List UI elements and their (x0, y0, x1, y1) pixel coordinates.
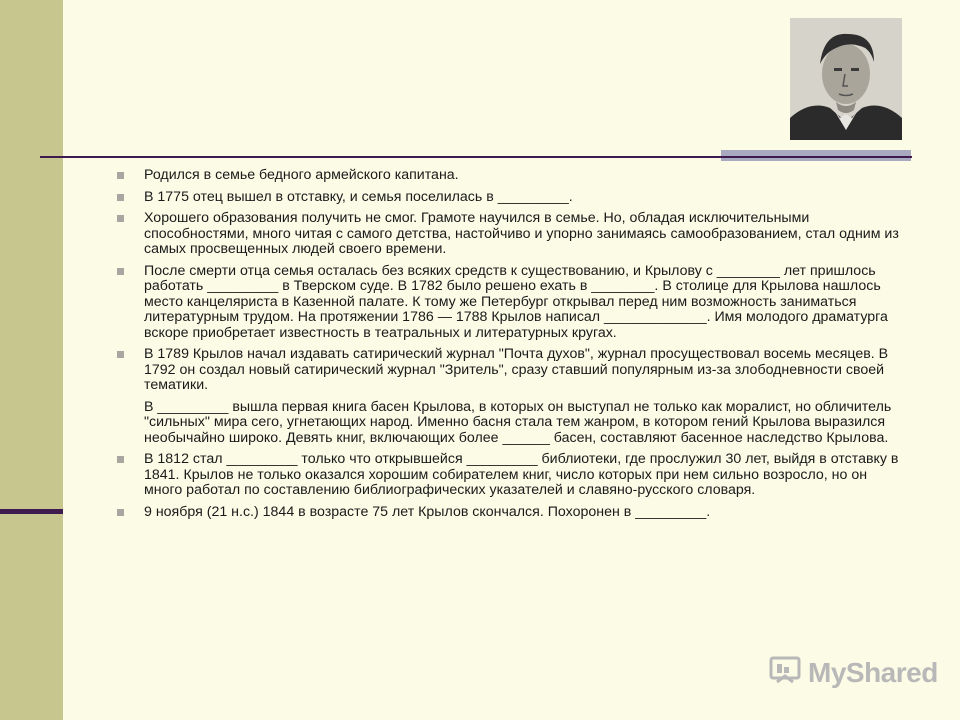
watermark-logo (768, 655, 938, 691)
bullet-item: После смерти отца семья осталась без всяких средств к существованию, и Крылову с ________ лет пришлось работать _________ в Тверском суде. В 1782 было решено ехать в ________. В столице для Крылова нашлось место канцеляриста в Казенной палате. К тому же Петербург открывал перед ним возможность заниматься литературным трудом. На протяжении 1786 — 1788 Крылов написал _____________. Имя молодого драматурга вскоре приобретает известность в театральных и литературных кругах. (117, 264, 907, 342)
slide-body (117, 168, 907, 526)
portrait-image (790, 18, 902, 140)
left-strip-accent (0, 509, 63, 514)
paragraph-item: В _________ вышла первая книга басен Крылова, в которых он выступал не только как моралист, но обличитель "сильных" мира сего, угнетающих народ. Именно басня стала тем жанром, в котором гений Крылова выразился необычайно широко. Девять книг, включающих более ______ басен, составляют басенное наследство Крылова. (144, 398, 892, 446)
watermark-text: MyShared (808, 657, 938, 688)
header-rule (40, 156, 912, 158)
bullet-item: В 1812 стал _________ только что открывшейся _________ библиотеки, где прослужил 30 лет, выйдя в отставку в 1841. Крылов не только оказался хорошим собирателем книг, число которых при нем сильно возросло, но он много работал по составлению библиографических указателей и славяно-русского словаря. (117, 452, 907, 499)
bullet-item: В 1789 Крылов начал издавать сатирический журнал "Почта духов", журнал просуществовал восемь месяцев. В 1792 он создал новый сатирический журнал "Зритель", сразу ставший популярным из-за злободневности своей тематики. (117, 347, 907, 394)
presentation-board-icon (768, 654, 802, 693)
left-decor-strip (0, 0, 63, 720)
bullet-item: В 1775 отец вышел в отставку, и семья поселилась в _________. (117, 190, 907, 206)
bullet-item: Родился в семье бедного армейского капитана. (117, 168, 907, 184)
bullet-item: 9 ноября (21 н.с.) 1844 в возрасте 75 лет Крылов скончался. Похоронен в _________. (117, 505, 907, 521)
bullet-item: Хорошего образования получить не смог. Грамоте научился в семье. Но, обладая исключительными способностями, много читая с самого детства, настойчиво и упорно занимаясь самообразованием, стал одним из самых просвещенных людей своего времени. (117, 211, 907, 258)
